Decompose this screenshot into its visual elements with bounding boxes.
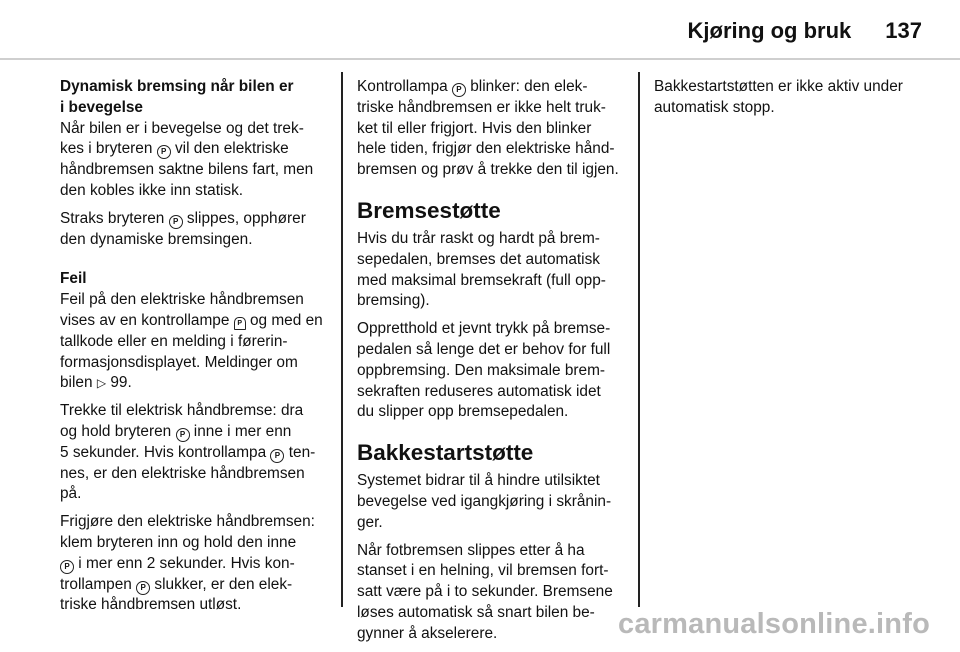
paragraph: Bakkestartstøtten er ikke aktiv under automatisk stopp. [654, 78, 903, 116]
column-divider-1 [341, 72, 343, 607]
heading-brake-assist: Bremsestøtte [357, 197, 501, 223]
column-divider-2 [638, 72, 640, 607]
paragraph: Hvis du trår raskt og hardt på brem- sepedalen, bremses det automatisk med maksimal bremsekraft (full opp- bremsing). [357, 229, 606, 310]
subheading-fault: Feil [60, 270, 87, 288]
paragraph: Når fotbremsen slippes etter å ha stanset i en helning, vil bremsen fort- satt være på i to sekunder. Bremsene løses automatisk så snart bilen be- gynner å akselerere. [357, 541, 613, 642]
parking-brake-lamp-icon: P [452, 83, 466, 97]
parking-brake-switch-icon: P [157, 145, 171, 159]
parking-brake-lamp-icon: P [136, 581, 150, 595]
warning-lamp-icon: P [234, 317, 246, 330]
parking-brake-switch-icon: P [176, 428, 190, 442]
paragraph: Kontrollampa P blinker: den elek- triske håndbremsen er ikke helt truk- ket til eller frigjort. Hvis den blinker hele tiden, frigjør den elektriske hånd- bremsen og prøv å trekke den til igjen. [357, 78, 619, 179]
parking-brake-lamp-icon: P [270, 449, 284, 463]
page-reference: 99. [110, 374, 132, 392]
paragraph: Når bilen er i bevegelse og det trek- kes i bryteren P vil den elektriske håndbremsen saktne bilens fart, men den kobles ikke inn statisk. [60, 119, 314, 199]
paragraph: Trekke til elektrisk håndbremse: dra og hold bryteren P inne i mer enn 5 sekunder. Hvis kontrollampa P ten- nes, er den elektriske håndbremsen på. [60, 402, 316, 503]
column-2 [357, 77, 627, 652]
header-rule [0, 58, 960, 60]
page-header [688, 18, 922, 44]
parking-brake-switch-icon: P [169, 215, 183, 229]
watermark: carmanualsonline.info [618, 608, 930, 640]
column-3 [654, 77, 924, 126]
paragraph: Feil på den elektriske håndbremsen vises av en kontrollampe P og med en tallkode eller en melding i førerin- formasjonsdisplayet. Meldinger om bilen ▷ 99. [60, 291, 323, 392]
page-number: 137 [885, 18, 922, 43]
paragraph: Oppretthold et jevnt trykk på bremse- pedalen så lenge det er behov for full oppbremsing. Den maksimale brem- sekraften reduseres automatisk idet du slipper opp bremsepedalen. [357, 320, 611, 421]
subheading-dynamic-braking: Dynamisk bremsing når bilen er i bevegelse [60, 78, 294, 116]
paragraph: Systemet bidrar til å hindre utilsiktet bevegelse ved igangkjøring i skrånin- ger. [357, 472, 612, 531]
column-1 [60, 77, 330, 623]
heading-hill-start-assist: Bakkestartstøtte [357, 440, 534, 466]
paragraph: Straks bryteren P slippes, opphører den dynamiske bremsingen. [60, 209, 306, 248]
paragraph: Frigjøre den elektriske håndbremsen: klem bryteren inn og hold den inne P i mer enn 2 sekunder. Hvis kon- trollampen P slukker, er den elek- triske håndbremsen utløst. [60, 513, 315, 614]
section-title: Kjøring og bruk [687, 18, 852, 43]
page-reference-arrow-icon: ▷ [96, 376, 107, 391]
parking-brake-switch-icon: P [60, 560, 74, 574]
